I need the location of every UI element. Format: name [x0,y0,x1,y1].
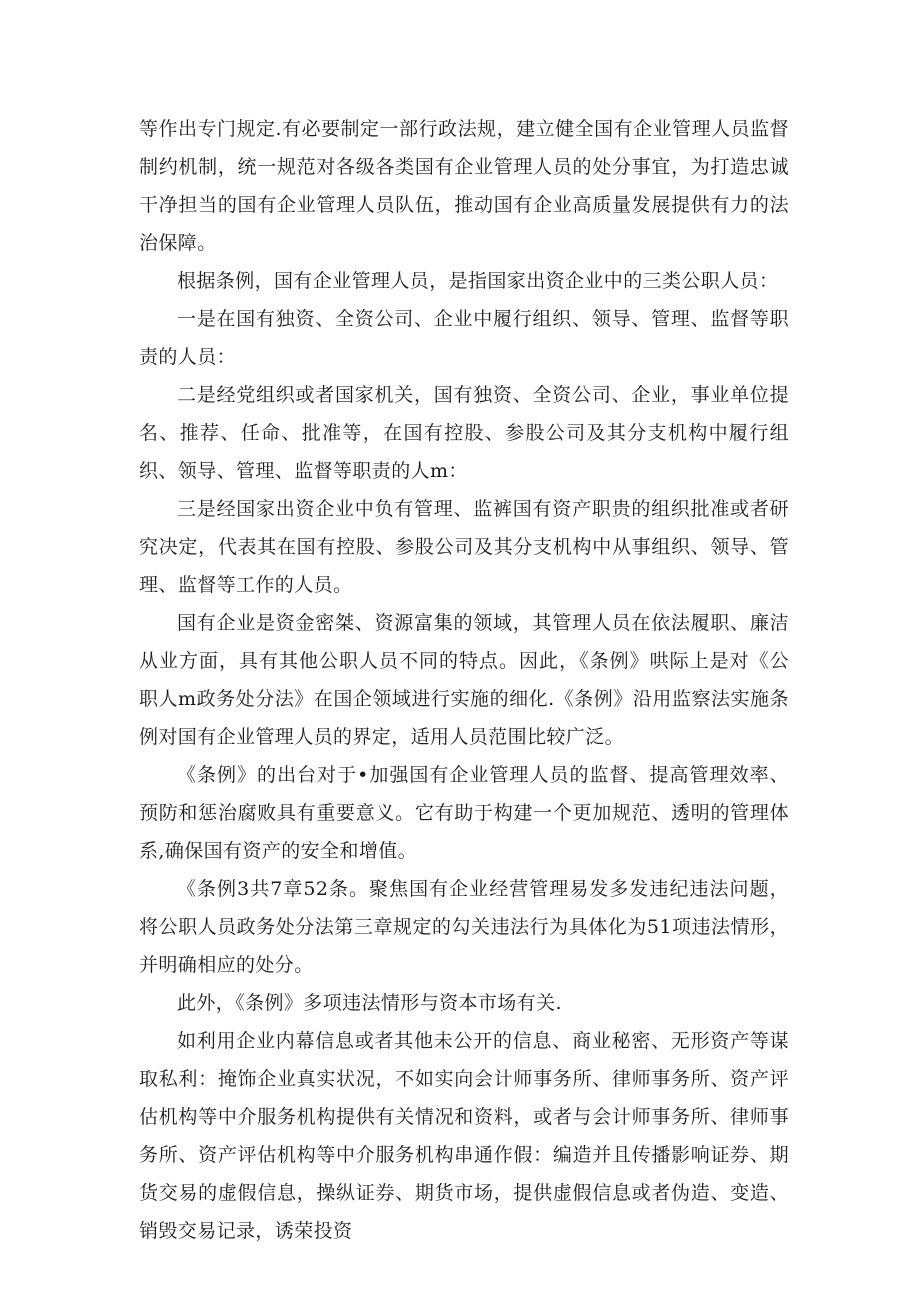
paragraph-definition-intro: 根据条例，国有企业管理人员，是指国家出资企业中的三类公职人员： [177,270,779,292]
paragraph-significance: 《条例》的出台对于•加强国有企业管理人员的监督、提高管理效率、预防和惩治腐败具有重要意义。它有助于构建一个更加规范、透明的管理体系,确保国有资产的安全和增值。 [139,764,789,862]
paragraph-category-two: 二是经党组织或者国家机关，国有独资、全资公司、企业，事业单位提名、推荐、任命、批准等，在国有控股、参股公司及其分支机构中履行组织、领导、管理、监督等职责的人m： [139,384,789,482]
document-body [139,110,789,1250]
paragraph-category-three: 三是经国家出资企业中负有管理、监裤国有资产职贵的组织批准或者研究决定，代表其在国有控股、参股公司及其分支机构中从事组织、领导、管理、监督等工作的人员。 [139,498,789,596]
paragraph-category-one: 一是在国有独资、全资公司、企业中履行组织、领导、管理、监督等职责的人员： [139,308,789,368]
paragraph-structure: 《条例3共7章52条。聚焦国有企业经营管理易发多发违纪违法问题，将公职人员政务处分法第三章规定的勾关违法行为具体化为51项违法情形，并明确相应的处分。 [139,878,789,976]
paragraph-capital-market: 此外，《条例》多项违法情形与资本市场有关. [177,992,562,1014]
paragraph-continuation: 等作出专门规定.有必要制定一部行政法规，建立健全国有企业管理人员监督制约机制，统一规范对各级各类国有企业管理人员的处分事宜，为打造忠诚干净担当的国有企业管理人员队伍，推动国有企业高质量发展提供有力的法治保障。 [139,118,789,254]
paragraph-examples: 如利用企业内幕信息或者其他未公开的信息、商业秘密、无形资产等谋取私利：掩饰企业真实状况，不如实向会计师事务所、律师事务所、资产评估机构等中介服务机构提供有关情况和资料，或者与会计师事务所、律师事务所、资产评估机构等中介服务机构串通作假：编造并且传播影响证券、期货交易的虚假信息，操纵证券、期货市场，提供虚假信息或者伪造、变造、销毁交易记录，诱荣投资 [139,1030,789,1242]
paragraph-soe-characteristics: 国有企业是资金密桀、资源富集的领域，其管理人员在依法履职、廉洁从业方面，具有其他公职人员不同的特点。因此，《条例》哄际上是对《公职人m政务处分法》在国企领域进行实施的细化.《条例》沿用监察法实施条例对国有企业管理人员的界定，适用人员范围比较广泛。 [139,612,789,748]
